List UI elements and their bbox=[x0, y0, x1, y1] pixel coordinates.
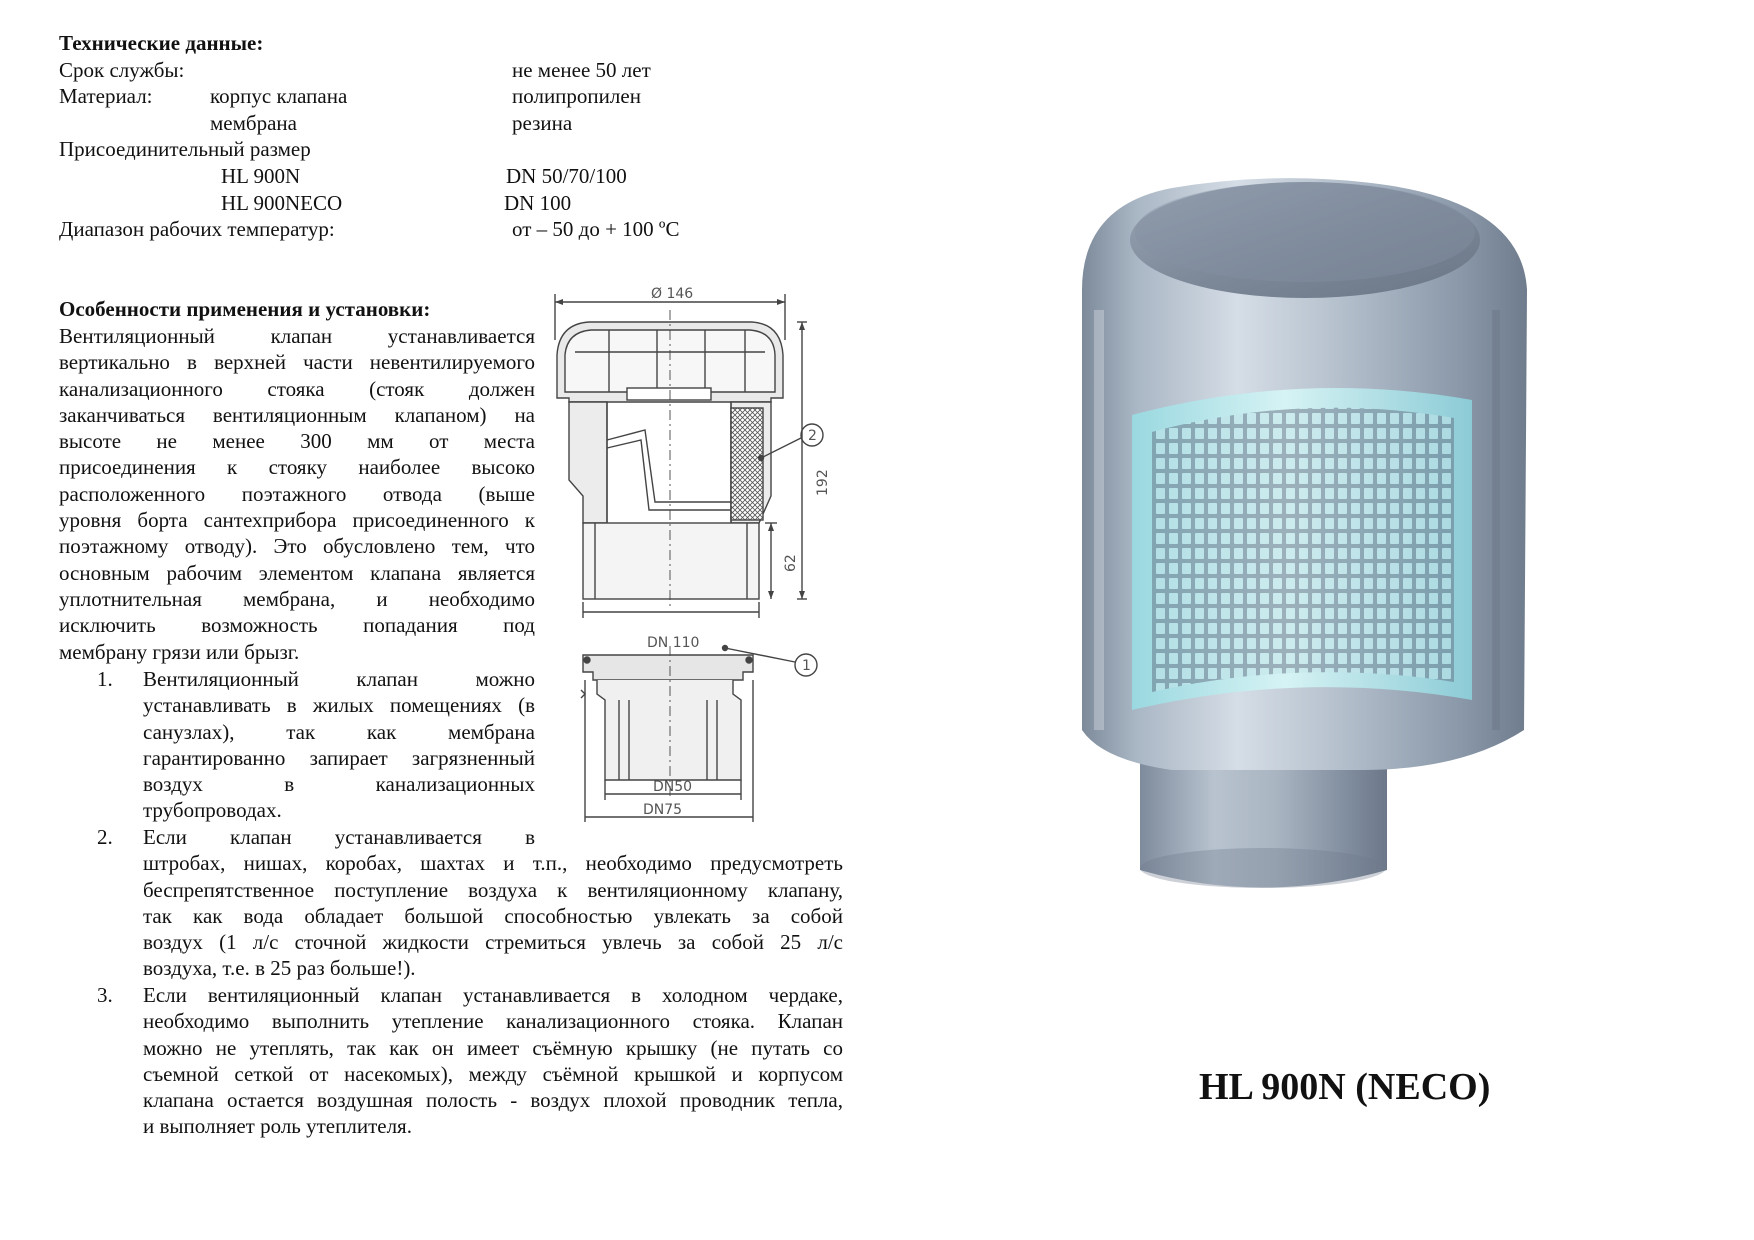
valve-body bbox=[569, 402, 607, 523]
paragraph-line: Вентиляционный клапан устанавливается bbox=[59, 324, 535, 348]
list-line: Вентиляционный клапан можно bbox=[143, 667, 535, 691]
paragraph-line: поэтажному отводу). Это обусловлено тем, что bbox=[59, 534, 535, 559]
adapter-collar bbox=[583, 655, 753, 680]
list-line: можно не утеплять, так как он имеет съёмную крышку (не путать со bbox=[143, 1035, 843, 1060]
callout-2-label: 2 bbox=[808, 428, 817, 444]
connection-label: Присоединительный размер bbox=[59, 137, 311, 161]
list-line: трубопроводах. bbox=[143, 798, 282, 823]
list-number: 1. bbox=[97, 667, 113, 691]
membrane-value: резина bbox=[512, 111, 573, 135]
list-line: воздух в канализационных bbox=[143, 772, 535, 797]
service-life-value: не менее 50 лет bbox=[512, 58, 651, 82]
product-title: HL 900N (NECO) bbox=[1199, 1066, 1491, 1108]
paragraph-line: расположенного поэтажного отвода (выше bbox=[59, 481, 535, 506]
list-line: устанавливать в жилых помещениях (в bbox=[143, 693, 535, 718]
list-line: Если вентиляционный клапан устанавливается в холодном чердаке, bbox=[143, 983, 843, 1007]
paragraph-line: заканчиваться вентиляционным клапаном) на bbox=[59, 402, 535, 427]
service-life-label: Срок службы: bbox=[59, 58, 185, 82]
callout-1-label: 1 bbox=[802, 658, 811, 674]
list-line: гарантированно запирает загрязненный bbox=[143, 745, 535, 770]
paragraph-line: уплотнительная мембрана, и необходимо bbox=[59, 586, 535, 611]
features-heading: Особенности применения и установки: bbox=[59, 297, 431, 321]
body-label: корпус клапана bbox=[210, 84, 348, 108]
list-line: воздуха, т.е. в 25 раз больше!). bbox=[143, 956, 416, 981]
dim-dn75-label: DN75 bbox=[643, 802, 683, 818]
list-line: санузлах), так как мембрана bbox=[143, 719, 535, 744]
dim-dn110-label: DN 110 bbox=[647, 635, 700, 651]
lower-pipe bbox=[583, 523, 759, 599]
model2-label: HL 900NECO bbox=[221, 191, 343, 215]
temp-label: Диапазон рабочих температур: bbox=[59, 217, 335, 241]
list-line: беспрепятственное поступление воздуха к вентиляционному клапану, bbox=[143, 877, 843, 902]
list-line: съемной сеткой от насекомых), между съёмной крышкой и корпусом bbox=[143, 1061, 843, 1086]
insect-mesh bbox=[731, 408, 763, 520]
list-number: 2. bbox=[97, 825, 113, 849]
list-line: клапана остается воздушная полость - воздух плохой проводник тепла, bbox=[143, 1088, 843, 1113]
dim-lower-label: 62 bbox=[783, 554, 799, 572]
list-number: 3. bbox=[97, 983, 113, 1007]
list-line: Если клапан устанавливается в bbox=[143, 825, 535, 849]
list-line: необходимо выполнить утепление канализационного стояка. Клапан bbox=[143, 1009, 843, 1034]
dim-dn50-label: DN50 bbox=[653, 779, 693, 795]
tech-heading: Технические данные: bbox=[59, 31, 264, 55]
technical-drawing bbox=[545, 280, 850, 840]
list-line: так как вода обладает большой способностью увлекать за собой bbox=[143, 903, 843, 928]
paragraph-line: основным рабочим элементом клапана является bbox=[59, 560, 535, 585]
body-value: полипропилен bbox=[512, 84, 641, 108]
dim-diameter-label: Ø 146 bbox=[651, 286, 694, 302]
list-line: штробах, нишах, коробах, шахтах и т.п., необходимо предусмотреть bbox=[143, 851, 843, 876]
paragraph-line: вертикально в верхней части невентилируемого bbox=[59, 350, 535, 375]
model2-value: DN 100 bbox=[504, 191, 572, 215]
features-paragraph bbox=[59, 323, 535, 665]
membrane-label: мембрана bbox=[210, 111, 297, 135]
paragraph-line: мембрану грязи или брызг. bbox=[59, 639, 300, 664]
paragraph-line: исключить возможность попадания под bbox=[59, 613, 535, 638]
model1-value: DN 50/70/100 bbox=[506, 164, 627, 188]
model1-label: HL 900N bbox=[221, 164, 301, 188]
material-label: Материал: bbox=[59, 84, 153, 108]
paragraph-line: канализационного стояка (стояк должен bbox=[59, 376, 535, 401]
list-line: воздух (1 л/с сточной жидкости стремиться увлечь за собой 25 л/с bbox=[143, 930, 843, 955]
list-line: и выполняет роль утеплителя. bbox=[143, 1114, 412, 1139]
paragraph-line: присоединения к стояку наиболее высоко bbox=[59, 455, 535, 480]
temp-value: от – 50 до + 100 ºС bbox=[512, 217, 680, 241]
paragraph-line: уровня борта сантехприбора присоединенного к bbox=[59, 508, 535, 533]
dim-height-label: 192 bbox=[815, 469, 831, 496]
paragraph-line: высоте не менее 300 мм от места bbox=[59, 429, 535, 454]
product-image bbox=[1062, 170, 1592, 915]
